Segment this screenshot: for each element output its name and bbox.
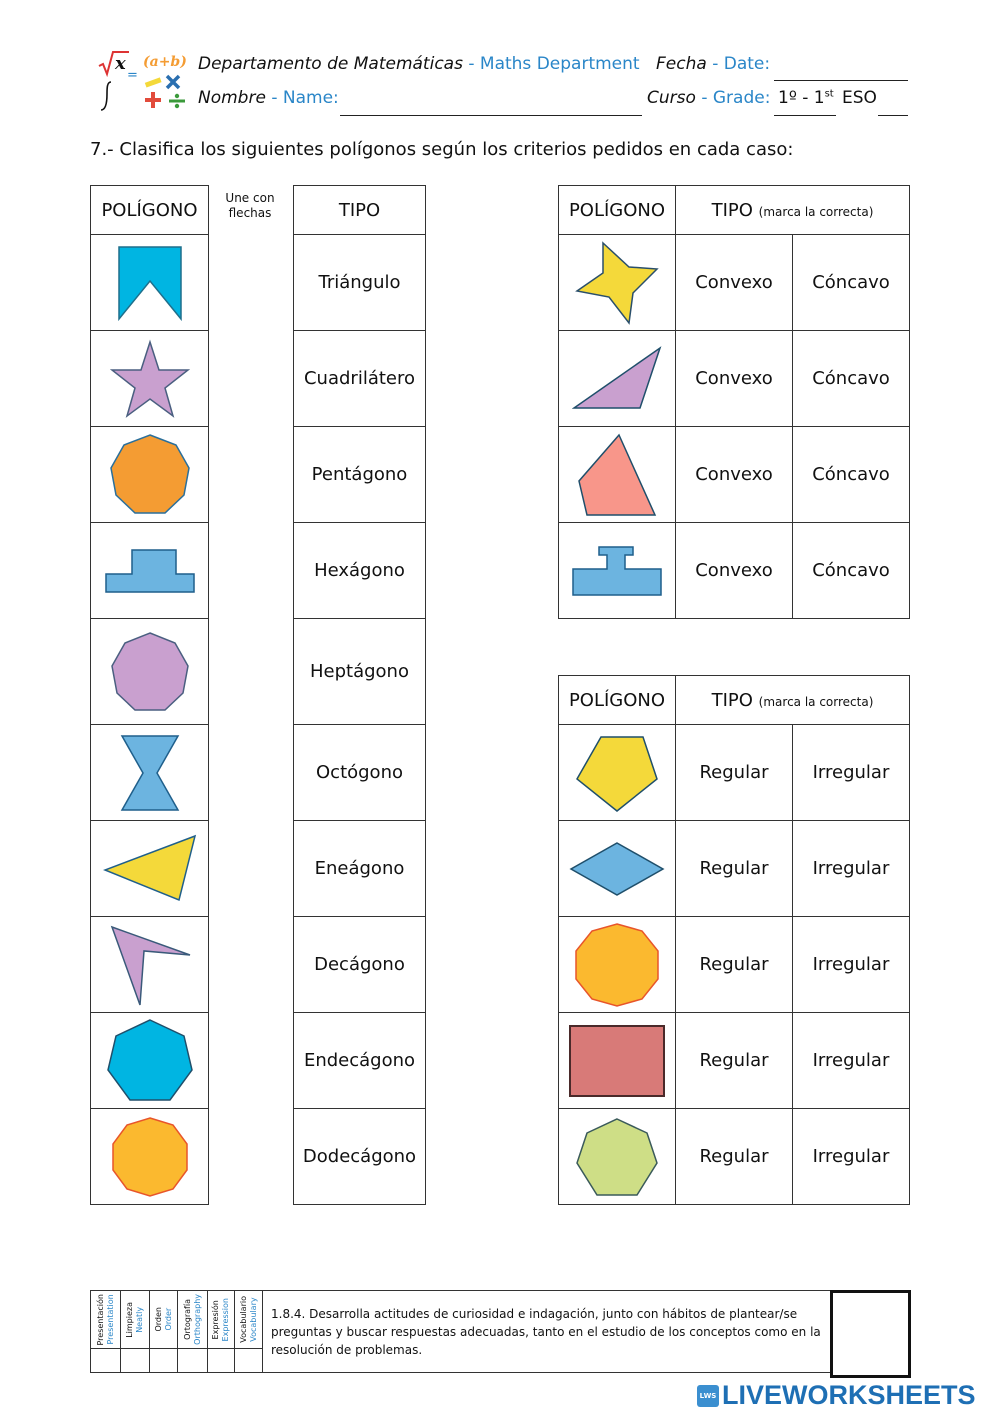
- polygon-cell: [559, 523, 676, 619]
- polygon-cell[interactable]: [91, 331, 209, 427]
- option-irregular[interactable]: Irregular: [793, 1109, 910, 1205]
- rubric-vocabulary: [235, 1291, 263, 1349]
- logo-x: x: [115, 53, 126, 74]
- option-irregular[interactable]: Irregular: [793, 917, 910, 1013]
- col-polygon-header: POLÍGONO: [91, 186, 209, 235]
- banner-concave-icon: [115, 243, 185, 323]
- option-concavo[interactable]: Cóncavo: [793, 235, 910, 331]
- heptagon-icon: [575, 1117, 659, 1197]
- polygon-cell[interactable]: [91, 235, 209, 331]
- rubric-es: Orden: [153, 1307, 163, 1332]
- dept-es: Departamento de Matemáticas: [198, 54, 463, 74]
- col-type-header: [676, 676, 910, 725]
- polygon-cell[interactable]: [91, 725, 209, 821]
- type-option[interactable]: Pentágono: [294, 427, 426, 523]
- option-convexo[interactable]: Convexo: [676, 427, 793, 523]
- rubric-en: Presentation: [105, 1294, 115, 1345]
- criterion-cell: [263, 1291, 831, 1373]
- option-regular[interactable]: Regular: [676, 821, 793, 917]
- name-es: Nombre: [198, 88, 266, 108]
- hourglass-icon: [119, 733, 181, 813]
- sep: -: [271, 88, 278, 108]
- polygon-cell: [559, 725, 676, 821]
- group-field[interactable]: [878, 115, 908, 116]
- option-irregular[interactable]: Irregular: [793, 1013, 910, 1109]
- pentagon-icon: [575, 733, 659, 813]
- sep: -: [701, 88, 708, 108]
- polygon-cell[interactable]: [91, 523, 209, 619]
- option-convexo[interactable]: Convexo: [676, 331, 793, 427]
- polygon-cell[interactable]: [91, 917, 209, 1013]
- grade-en: Grade:: [712, 88, 771, 108]
- score-cell[interactable]: [150, 1349, 178, 1373]
- polygon-cell: [559, 427, 676, 523]
- option-regular[interactable]: Regular: [676, 1109, 793, 1205]
- regular-table: [558, 675, 910, 1205]
- type-option[interactable]: Endecágono: [294, 1013, 426, 1109]
- svg-text:=: =: [127, 68, 138, 83]
- polygon-cell[interactable]: [91, 1109, 209, 1205]
- col-polygon-header: POLÍGONO: [559, 676, 676, 725]
- type-option[interactable]: Hexágono: [294, 523, 426, 619]
- grade-box[interactable]: [830, 1290, 911, 1378]
- rubric-expression: [208, 1291, 235, 1349]
- score-cell[interactable]: [208, 1349, 235, 1373]
- nonagon-icon: [109, 631, 191, 713]
- course-label: [647, 88, 770, 108]
- rubric-orthography: [178, 1291, 208, 1349]
- option-irregular[interactable]: Irregular: [793, 725, 910, 821]
- grade-number: 1º - 1: [778, 88, 825, 108]
- polygon-cell[interactable]: [91, 619, 209, 725]
- grade-sup: st: [824, 88, 834, 100]
- option-concavo[interactable]: Cóncavo: [793, 523, 910, 619]
- rubric-neatness: [121, 1291, 150, 1349]
- type-option[interactable]: Octógono: [294, 725, 426, 821]
- rubric-es: Limpieza: [125, 1301, 134, 1338]
- criterion-text: 1.8.4. Desarrolla actitudes de curiosidad e indagación, junto con hábitos de plantear/se preguntas y buscar respuestas adecuadas, tanto en el estudio de los conceptos como en la resolución de problemas.: [271, 1306, 821, 1357]
- type-option[interactable]: Decágono: [294, 917, 426, 1013]
- score-cell[interactable]: [178, 1349, 208, 1373]
- arrowhead-icon: [108, 923, 192, 1007]
- type-option[interactable]: Heptágono: [294, 619, 426, 725]
- eso-label: ESO: [842, 88, 877, 108]
- name-label: [198, 88, 339, 108]
- rubric-order: [150, 1291, 178, 1349]
- option-concavo[interactable]: Cóncavo: [793, 331, 910, 427]
- polygon-cell: [559, 331, 676, 427]
- type-note: (marca la correcta): [758, 204, 874, 219]
- brand-text: LIVEWORKSHEETS: [722, 1380, 976, 1410]
- grade-value: [778, 88, 834, 108]
- polygon-cell[interactable]: [91, 1013, 209, 1109]
- triangle-icon: [103, 834, 197, 904]
- option-irregular[interactable]: Irregular: [793, 821, 910, 917]
- name-field[interactable]: [340, 115, 642, 116]
- dept-en: Maths Department: [479, 54, 640, 74]
- rubric-presentation: [91, 1291, 121, 1349]
- date-en: Date:: [723, 54, 771, 74]
- option-regular[interactable]: Regular: [676, 725, 793, 821]
- date-es: Fecha: [656, 54, 707, 74]
- t-shape-icon: [571, 545, 663, 597]
- option-convexo[interactable]: Convexo: [676, 235, 793, 331]
- score-cell[interactable]: [235, 1349, 263, 1373]
- type-label: TIPO: [711, 689, 753, 711]
- type-label: TIPO: [711, 199, 753, 221]
- math-logo-icon: [95, 48, 190, 114]
- type-option[interactable]: Eneágono: [294, 821, 426, 917]
- four-point-star-icon: [575, 241, 659, 325]
- polygon-cell: [559, 1109, 676, 1205]
- col-type-header: [676, 186, 910, 235]
- polygon-cell[interactable]: [91, 427, 209, 523]
- rectangle-icon: [568, 1024, 666, 1098]
- sep: -: [468, 54, 475, 74]
- convex-table: [558, 185, 910, 619]
- rubric-es: Presentación: [95, 1293, 105, 1346]
- decagon-icon: [109, 1116, 191, 1198]
- question-text: 7.- Clasifica los siguientes polígonos según los criterios pedidos en cada caso:: [90, 139, 794, 160]
- star-icon: [110, 339, 190, 419]
- rubric-en: Orthography: [192, 1294, 202, 1345]
- polygon-cell: [559, 235, 676, 331]
- left-polygon-table: [90, 185, 209, 1205]
- option-convexo[interactable]: Convexo: [676, 523, 793, 619]
- name-en: Name:: [282, 88, 339, 108]
- score-cell[interactable]: [91, 1349, 121, 1373]
- rubric-en: Vocabulary: [248, 1297, 258, 1342]
- course-es: Curso: [647, 88, 696, 108]
- type-option[interactable]: Cuadrilátero: [294, 331, 426, 427]
- date-field[interactable]: [774, 80, 908, 81]
- rubric-en: Neatly: [135, 1306, 144, 1333]
- col-type-header: TIPO: [294, 186, 426, 235]
- option-regular[interactable]: Regular: [676, 1013, 793, 1109]
- math-logo: [95, 48, 190, 114]
- decagon-icon: [572, 922, 662, 1008]
- type-note: (marca la correcta): [758, 694, 874, 709]
- rhombus-icon: [569, 841, 665, 897]
- triangle-icon: [572, 346, 662, 412]
- polygon-cell: [559, 917, 676, 1013]
- type-option[interactable]: Triángulo: [294, 235, 426, 331]
- grade-field[interactable]: [774, 115, 836, 116]
- nonagon-icon: [108, 433, 192, 517]
- sep: -: [712, 54, 719, 74]
- col-polygon-header: POLÍGONO: [559, 186, 676, 235]
- polygon-cell: [559, 821, 676, 917]
- score-cell[interactable]: [121, 1349, 150, 1373]
- type-option[interactable]: Dodecágono: [294, 1109, 426, 1205]
- option-regular[interactable]: Regular: [676, 917, 793, 1013]
- logo-ab: (a+b): [143, 54, 187, 70]
- department-line: [198, 54, 640, 74]
- option-concavo[interactable]: Cóncavo: [793, 427, 910, 523]
- left-type-table: [293, 185, 426, 1205]
- polygon-cell: [559, 1013, 676, 1109]
- lws-logo-icon: LWS: [697, 1385, 719, 1407]
- liveworksheets-brand[interactable]: [697, 1380, 976, 1410]
- rubric-es: Ortografía: [182, 1299, 192, 1340]
- arrows-note: Une con flechas: [225, 191, 275, 220]
- rubric-en: Order: [163, 1308, 173, 1331]
- rubric-table: [90, 1290, 831, 1373]
- date-label: [656, 54, 770, 74]
- stepped-shape-icon: [104, 546, 196, 596]
- rubric-es: Vocabulario: [238, 1296, 248, 1343]
- quadrilateral-icon: [577, 433, 657, 517]
- rubric-es: Expresión: [211, 1299, 220, 1340]
- polygon-cell[interactable]: [91, 821, 209, 917]
- rubric-en: Expression: [221, 1297, 230, 1342]
- heptagon-icon: [106, 1018, 194, 1104]
